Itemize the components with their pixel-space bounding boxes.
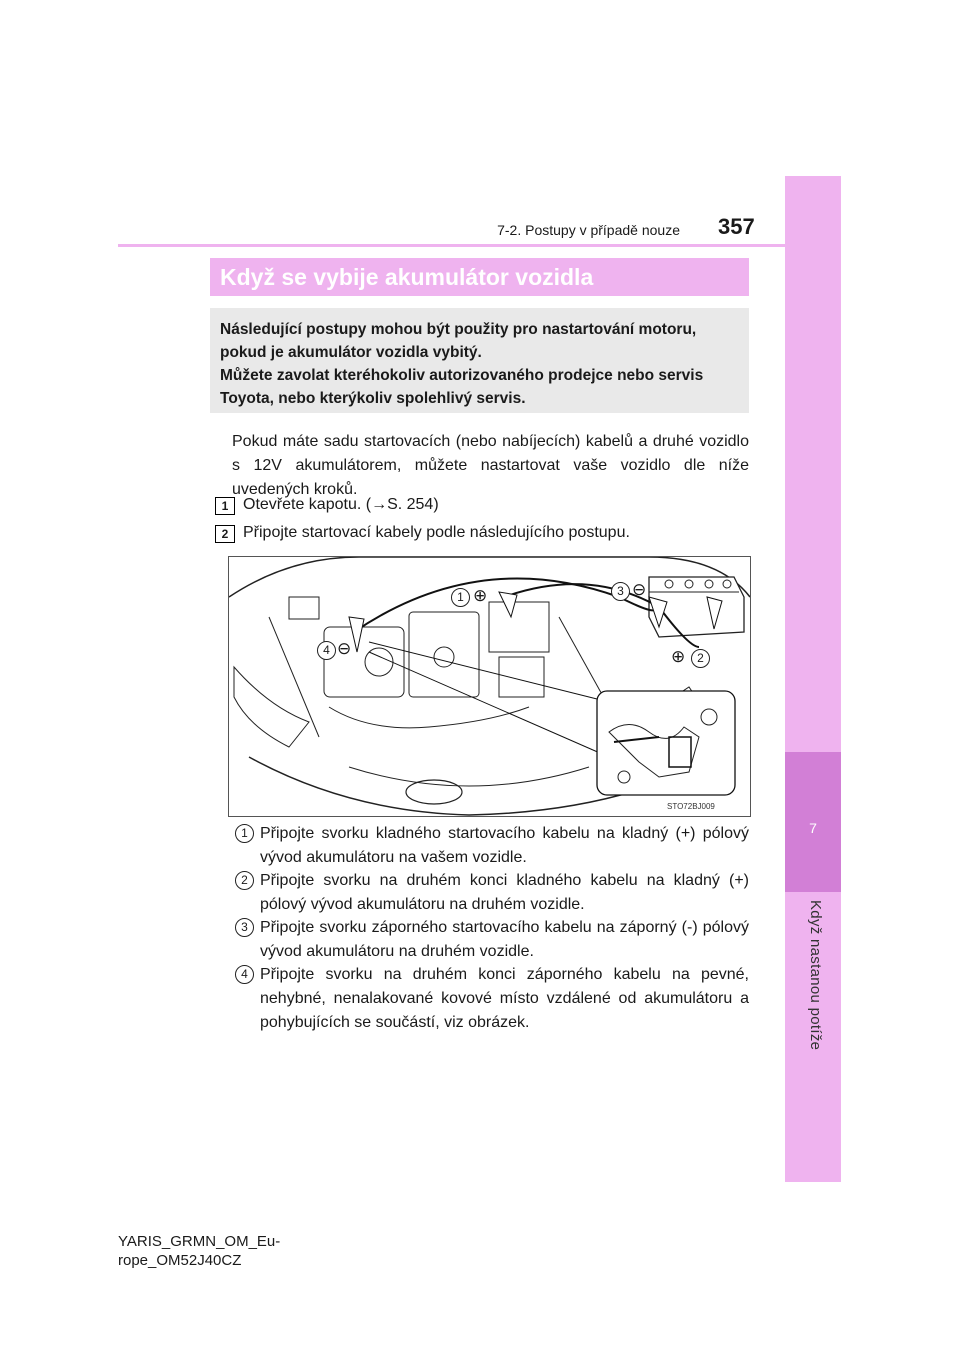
minus-icon: ⊖ — [337, 639, 352, 658]
substep-number-4: 4 — [235, 965, 254, 984]
intro-line: Následující postupy mohou být použity pro nastartování motoru, — [220, 321, 697, 338]
intro-line: Můžete zavolat kteréhokoliv autorizovaného prodejce nebo servis — [220, 367, 704, 384]
intro-line: pokud je akumulátor vozidla vybitý. — [220, 344, 482, 361]
figure-code: STO72BJ009 — [667, 802, 715, 811]
minus-icon: ⊖ — [632, 580, 647, 599]
substep-2-text: Připojte svorku na druhém konci kladného kabelu na kladný (+) pólový vývod akumulátoru na druhém vozidle. — [260, 872, 749, 913]
page-number: 357 — [718, 214, 755, 239]
document-footer — [118, 1232, 280, 1270]
step-1-page-ref: S. 254) — [387, 496, 439, 513]
plus-icon: ⊕ — [473, 586, 488, 605]
intro-line: Toyota, nebo kterýkoliv spolehlivý servis. — [220, 390, 526, 407]
running-header: 7-2. Postupy v případě nouze — [497, 222, 680, 238]
chapter-number: 7 — [809, 820, 817, 836]
intro-paragraph: Pokud máte sadu startovacích (nebo nabíjecích) kabelů a druhé vozidlo s 12V akumulátorem, můžete nastartovat vaše vozidlo dle níže uvedených kroků. — [232, 433, 749, 498]
step-1-text-before: Otevřete kapotu. ( — [243, 496, 372, 513]
substep-3-text: Připojte svorku záporného startovacího kabelu na záporný (-) pólový vývod akumulátoru na druhém vozidle. — [260, 919, 749, 960]
section-title: Když se vybije akumulátor vozidla — [210, 258, 749, 296]
substep-number-2: 2 — [235, 871, 254, 890]
chapter-title: Když nastanou potíže — [807, 900, 824, 1051]
substep-number-3: 3 — [235, 918, 254, 937]
step-number-1: 1 — [215, 497, 235, 515]
substep-4-text: Připojte svorku na druhém konci záporného kabelu na pevné, nehybné, nenalakované kovové místo vzdálené od akumulátoru a pohybujících se součástí, viz obrázek. — [260, 966, 749, 1031]
header-rule — [118, 244, 785, 247]
substep-1-text: Připojte svorku kladného startovacího kabelu na kladný (+) pólový vývod akumulátoru na vašem vozidle. — [260, 825, 749, 866]
footer-line-1: YARIS_GRMN_OM_Eu- — [118, 1233, 281, 1250]
intro-box — [210, 308, 749, 413]
jump-start-illustration — [228, 556, 751, 817]
callout-2: 2 — [691, 649, 710, 668]
chapter-tab-upper — [785, 176, 841, 752]
callout-1: 1 — [451, 588, 470, 607]
plus-icon: ⊕ — [671, 647, 686, 666]
step-1-text — [243, 493, 743, 517]
arrow-icon: → — [371, 496, 388, 513]
engine-bay-drawing — [229, 557, 750, 816]
substep-number-1: 1 — [235, 824, 254, 843]
callout-4: 4 — [317, 641, 336, 660]
footer-line-2: rope_OM52J40CZ — [118, 1252, 242, 1269]
callout-3: 3 — [611, 582, 630, 601]
step-2-text: Připojte startovací kabely podle následujícího postupu. — [243, 524, 630, 541]
step-number-2: 2 — [215, 525, 235, 543]
